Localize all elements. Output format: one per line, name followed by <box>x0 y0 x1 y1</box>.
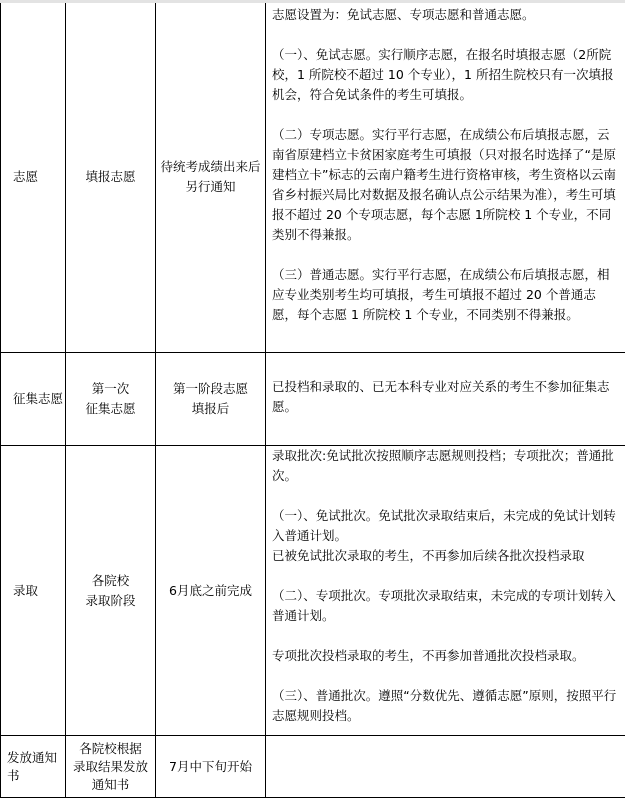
detail-paragraph: （三）、普通批次。遵照“分数优先、遵循志愿”原则，按照平行志愿规则投档。 <box>272 686 619 726</box>
table-row <box>1 446 625 736</box>
detail-paragraph: 已投档和录取的、已无本科专业对应关系的考生不参加征集志愿。 <box>272 377 619 417</box>
table-row <box>1 1 625 353</box>
item-cell: 填报志愿 <box>66 1 156 353</box>
detail-paragraph: （一）、免试批次。免试批次录取结束后，未完成的免试计划转入普通计划。 <box>272 506 619 546</box>
detail-paragraph: 已被免试批次录取的考生，不再参加后续各批次投档录取 <box>272 546 619 566</box>
table-row <box>1 353 625 446</box>
stage-cell: 征集志愿 <box>1 353 66 446</box>
detail-paragraph: 录取批次:免试批次按照顺序志愿规则投档；专项批次；普通批次。 <box>272 446 619 486</box>
time-cell: 6月底之前完成 <box>156 446 266 736</box>
item-cell: 各院校 录取阶段 <box>66 446 156 736</box>
detail-cell <box>266 1 625 353</box>
detail-paragraph: 志愿设置为：免试志愿、专项志愿和普通志愿。 <box>272 5 619 25</box>
detail-paragraph: （一）、免试志愿。实行顺序志愿，在报名时填报志愿（2所院校，1 所院校不超过 10 个专业），1 所招生院校只有一次填报机会，符合免试条件的考生可填报。 <box>272 45 619 105</box>
stage-cell: 录取 <box>1 446 66 736</box>
detail-paragraph: （二）、专项批次。专项批次录取结束，未完成的专项计划转入普通计划。 <box>272 586 619 626</box>
top-edge-strip <box>0 0 625 3</box>
detail-cell <box>266 446 625 736</box>
detail-paragraph: 专项批次投档录取的考生，不再参加普通批次投档录取。 <box>272 646 619 666</box>
stage-cell: 志愿 <box>1 1 66 353</box>
detail-cell <box>266 736 625 798</box>
time-cell: 7月中下旬开始 <box>156 736 266 798</box>
stage-cell: 发放通知书 <box>1 736 66 798</box>
detail-paragraph: （二）专项志愿。实行平行志愿，在成绩公布后填报志愿，云南省原建档立卡贫困家庭考生可填报（只对报名时选择了“是原建档立卡”标志的云南户籍考生进行资格审核，考生资格以云南省乡村振兴局比对数据及报名确认点公示结果为准），考生可填报不超过 20 个专项志愿，每个志愿 1所院校 1 个专业，不同类别不得兼报。 <box>272 125 619 245</box>
detail-paragraph: （三）普通志愿。实行平行志愿，在成绩公布后填报志愿，相应专业类别考生均可填报，考生可填报不超过 20 个普通志愿，每个志愿 1 所院校 1 个专业，不同类别不得兼报。 <box>272 265 619 325</box>
item-cell: 各院校根据 录取结果发放 通知书 <box>66 736 156 798</box>
detail-cell <box>266 353 625 446</box>
item-cell: 第一次 征集志愿 <box>66 353 156 446</box>
table-row <box>1 736 625 798</box>
time-cell: 第一阶段志愿 填报后 <box>156 353 266 446</box>
time-cell: 待统考成绩出来后 另行通知 <box>156 1 266 353</box>
